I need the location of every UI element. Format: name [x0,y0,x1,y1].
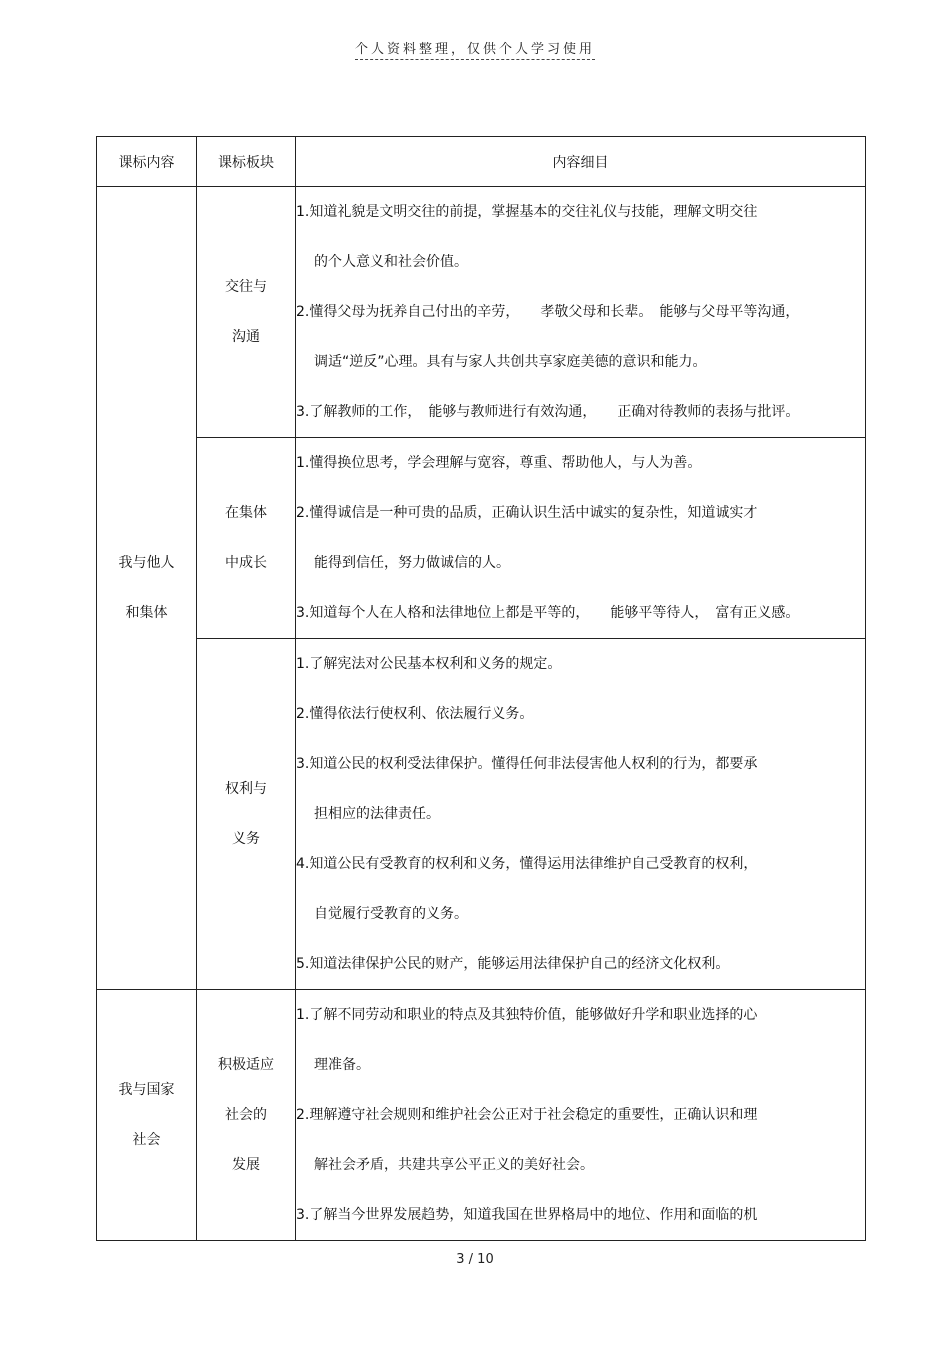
detail-item: 1.了解宪法对公民基本权利和义务的规定。 [296,656,562,672]
detail-item: 2.懂得父母为抚养自己付出的辛劳， 孝敬父母和长辈。 能够与父母平等沟通， [296,304,800,320]
block-label-line: 中成长 [225,555,267,571]
detail-item: 5.知道法律保护公民的财产，能够运用法律保护自己的经济文化权利。 [296,956,730,972]
header-cell-block: 课标板块 [197,137,296,187]
details-cell [296,639,866,990]
detail-item: 解社会矛盾，共建共享公平正义的美好社会。 [314,1157,594,1173]
details-cell [296,438,866,639]
group-cell-others [97,187,197,990]
table-row [97,438,866,639]
detail-item: 1.了解不同劳动和职业的特点及其独特价值，能够做好升学和职业选择的心 [296,1007,758,1023]
page-header [0,38,950,60]
curriculum-table [96,136,866,1241]
detail-item: 2.懂得依法行使权利、依法履行义务。 [296,706,534,722]
header-text: 个人资料整理，仅供个人学习使用 [355,38,595,60]
detail-item: 担相应的法律责任。 [314,806,440,822]
detail-item: 1.懂得换位思考，学会理解与宽容，尊重、帮助他人，与人为善。 [296,455,702,471]
block-cell-rights [197,639,296,990]
block-label-line: 发展 [232,1157,260,1173]
block-label-line: 在集体 [225,505,267,521]
detail-item: 3.了解教师的工作， 能够与教师进行有效沟通， 正确对待教师的表扬与批评。 [296,404,800,420]
group-cell-society [97,990,197,1241]
block-cell-communication [197,187,296,438]
details-cell [296,187,866,438]
detail-item: 的个人意义和社会价值。 [314,254,468,270]
group-label-line: 我与他人 [118,555,175,571]
detail-item: 调适“逆反”心理。具有与家人共创共享家庭美德的意识和能力。 [314,354,707,370]
detail-item: 3.知道每个人在人格和法律地位上都是平等的， 能够平等待人， 富有正义感。 [296,605,800,621]
table-row [97,639,866,990]
detail-item: 4.知道公民有受教育的权利和义务，懂得运用法律维护自己受教育的权利， [296,856,758,872]
header-cell-content: 课标内容 [97,137,197,187]
detail-item: 理准备。 [314,1057,370,1073]
detail-item: 自觉履行受教育的义务。 [314,906,468,922]
group-label-line: 我与国家 [118,1082,175,1098]
detail-item: 3.了解当今世界发展趋势，知道我国在世界格局中的地位、作用和面临的机 [296,1207,758,1223]
block-label-line: 权利与 [225,781,267,797]
table-header-row [97,137,866,187]
detail-item: 3.知道公民的权利受法律保护。懂得任何非法侵害他人权利的行为，都要承 [296,756,758,772]
details-cell [296,990,866,1241]
detail-item: 2.懂得诚信是一种可贵的品质，正确认识生活中诚实的复杂性，知道诚实才 [296,505,758,521]
detail-item: 2.理解遵守社会规则和维护社会公正对于社会稳定的重要性，正确认识和理 [296,1107,758,1123]
detail-item: 1.知道礼貌是文明交往的前提，掌握基本的交往礼仪与技能，理解文明交往 [296,204,758,220]
block-label-line: 义务 [232,831,260,847]
block-label-line: 积极适应 [218,1057,274,1073]
table-row [97,990,866,1241]
block-cell-collective [197,438,296,639]
block-label-line: 沟通 [232,329,260,345]
table-row [97,187,866,438]
block-label-line: 交往与 [225,279,267,295]
group-label-line: 社会 [132,1132,161,1148]
detail-item: 能得到信任，努力做诚信的人。 [314,555,510,571]
block-label-line: 社会的 [225,1107,267,1123]
page-number: 3 / 10 [456,1252,494,1267]
group-label-line: 和集体 [125,605,168,621]
block-cell-adaptation [197,990,296,1241]
header-cell-details: 内容细目 [296,137,866,187]
